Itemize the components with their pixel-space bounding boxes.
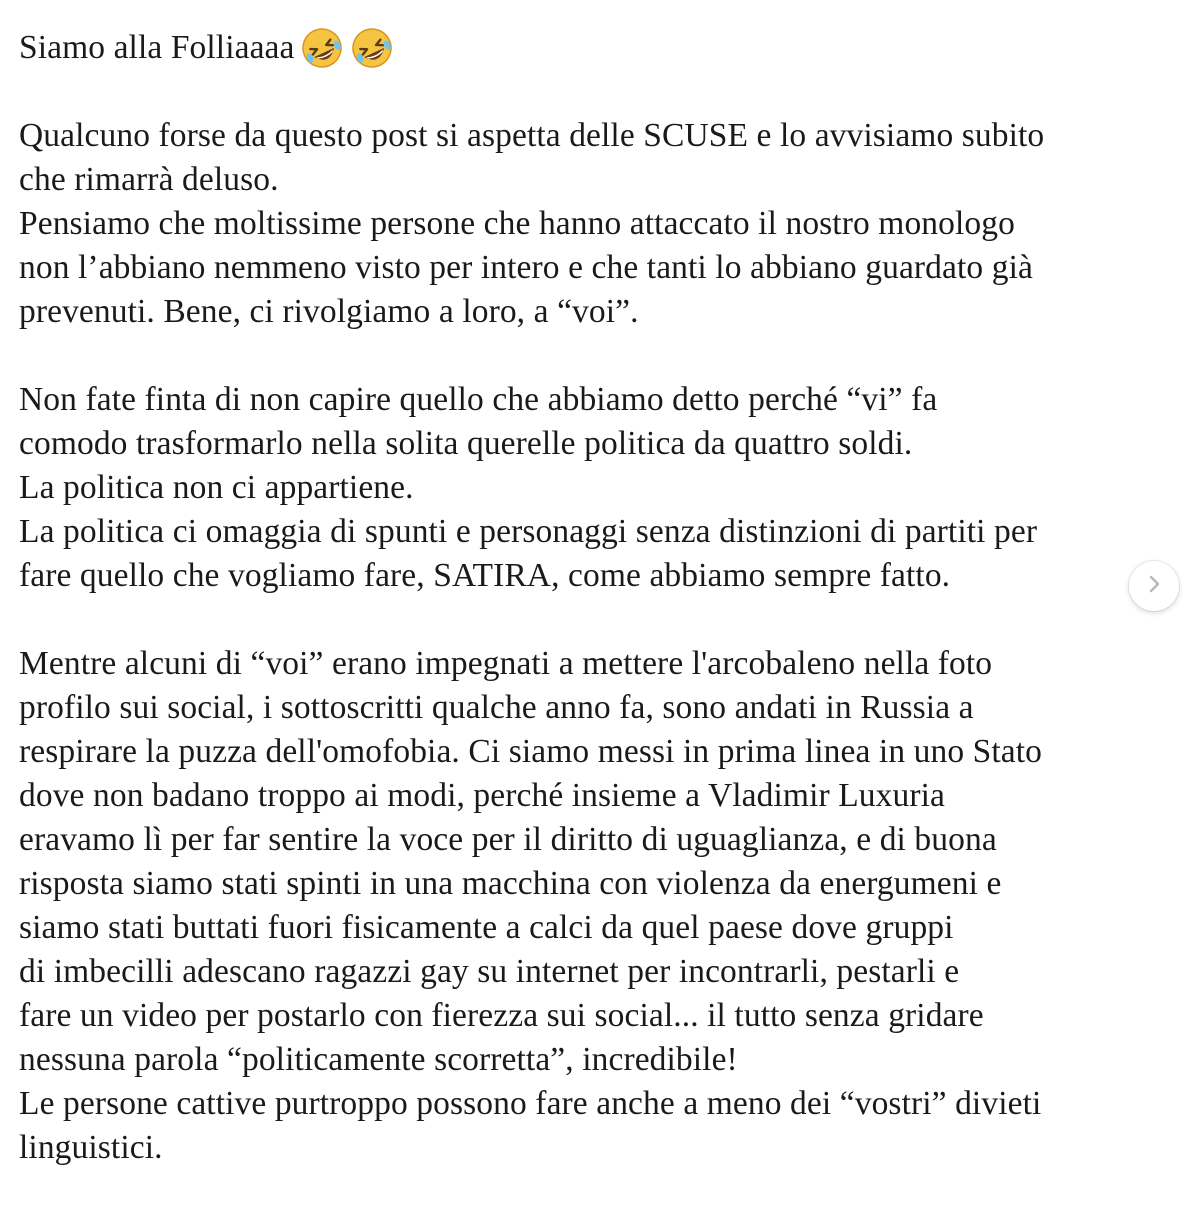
caption-line: Mentre alcuni di “voi” erano impegnati a mettere l'arcobaleno nella foto (19, 645, 993, 682)
post-title: Siamo alla Folliaaaa (19, 29, 295, 66)
caption-line: Qualcuno forse da questo post si aspetta delle SCUSE e lo avvisiamo subito (19, 117, 1045, 154)
caption-line: eravamo lì per far sentire la voce per il diritto di uguaglianza, e di buona (19, 821, 997, 858)
caption-line: fare un video per postarlo con fierezza sui social... il tutto senza gridare (19, 997, 984, 1034)
chevron-right-icon (1144, 574, 1164, 599)
post-caption (19, 26, 1197, 1170)
caption-line: di imbecilli adescano ragazzi gay su internet per incontrarli, pestarli e (19, 953, 960, 990)
paragraph-spacer (19, 334, 1197, 378)
paragraph-3 (19, 642, 1197, 1170)
caption-line: Non fate finta di non capire quello che abbiamo detto perché “vi” fa (19, 381, 938, 418)
paragraph-1 (19, 114, 1197, 334)
carousel-next-button[interactable] (1129, 561, 1179, 611)
rolling-on-floor-laughing-icon (349, 25, 395, 71)
rolling-on-floor-laughing-icon (299, 25, 345, 71)
caption-line: Le persone cattive purtroppo possono fare anche a meno dei “vostri” divieti (19, 1085, 1042, 1122)
caption-line: che rimarrà deluso. (19, 161, 279, 198)
caption-line: nessuna parola “politicamente scorretta”, incredibile! (19, 1041, 738, 1078)
caption-line: fare quello che vogliamo fare, SATIRA, come abbiamo sempre fatto. (19, 557, 951, 594)
caption-line: dove non badano troppo ai modi, perché insieme a Vladimir Luxuria (19, 777, 945, 814)
paragraph-spacer (19, 70, 1197, 114)
caption-line: linguistici. (19, 1129, 163, 1166)
caption-line: prevenuti. Bene, ci rivolgiamo a loro, a “voi”. (19, 293, 639, 330)
caption-line: non l’abbiano nemmeno visto per intero e che tanti lo abbiano guardato già (19, 249, 1033, 286)
caption-line: comodo trasformarlo nella solita querelle politica da quattro soldi. (19, 425, 913, 462)
post-title-line (19, 26, 1197, 70)
paragraph-spacer (19, 598, 1197, 642)
caption-line: Pensiamo che moltissime persone che hanno attaccato il nostro monologo (19, 205, 1015, 242)
caption-line: La politica ci omaggia di spunti e personaggi senza distinzioni di partiti per (19, 513, 1038, 550)
caption-line: siamo stati buttati fuori fisicamente a calci da quel paese dove gruppi (19, 909, 954, 946)
caption-line: risposta siamo stati spinti in una macchina con violenza da energumeni e (19, 865, 1002, 902)
paragraph-2 (19, 378, 1197, 598)
caption-line: La politica non ci appartiene. (19, 469, 414, 506)
caption-line: respirare la puzza dell'omofobia. Ci siamo messi in prima linea in uno Stato (19, 733, 1043, 770)
caption-line: profilo sui social, i sottoscritti qualche anno fa, sono andati in Russia a (19, 689, 974, 726)
